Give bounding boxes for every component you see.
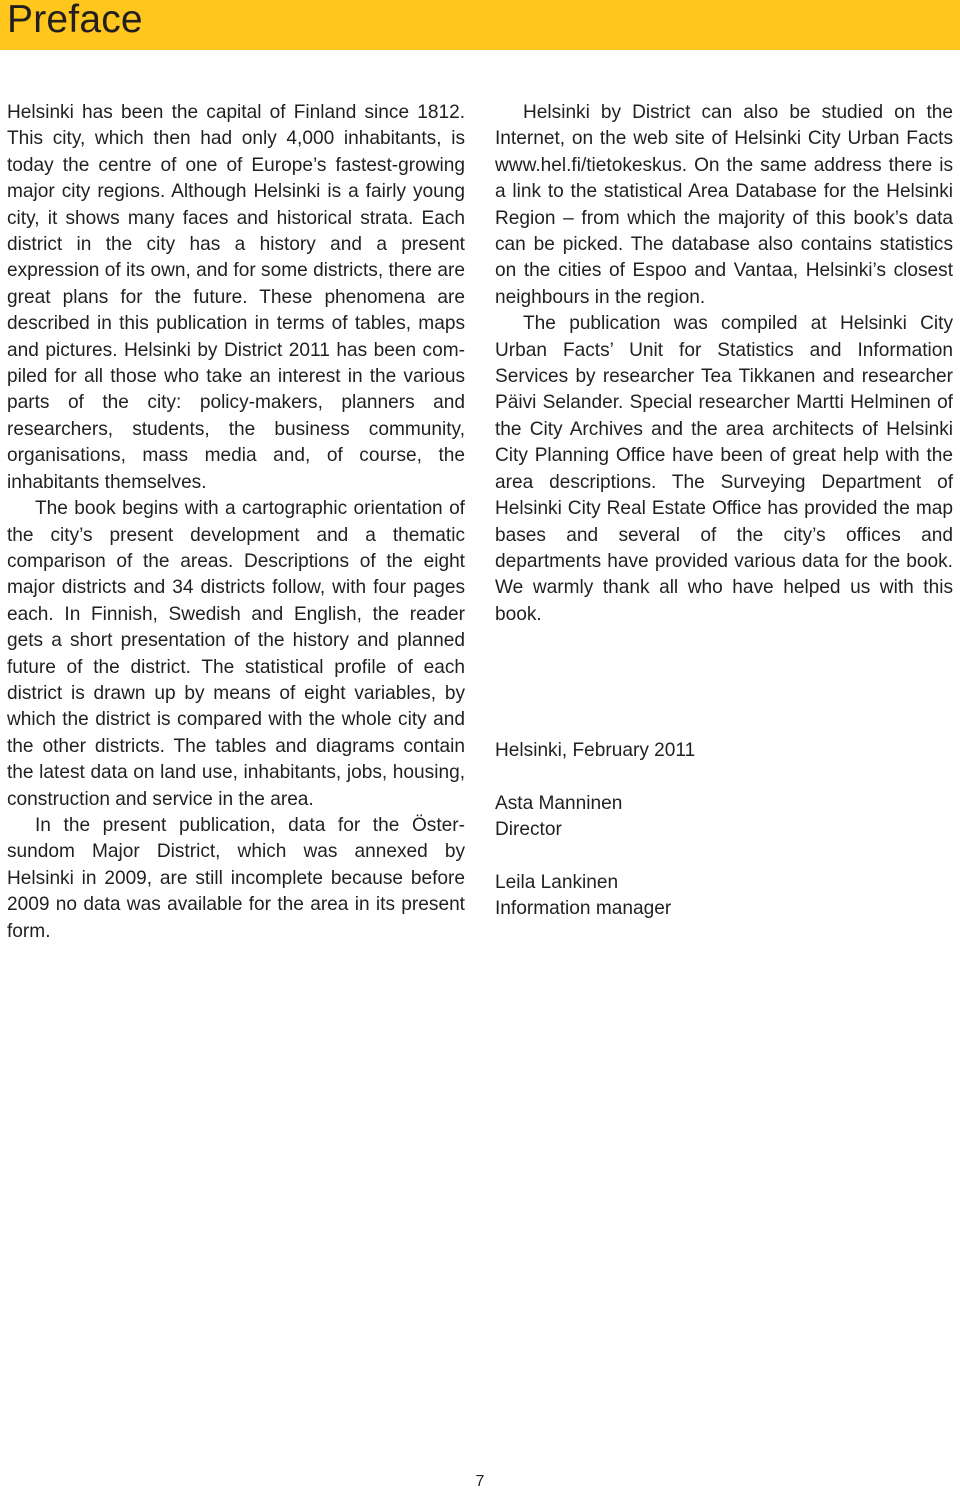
signature-block (495, 738, 953, 923)
signature-role-1: Director (495, 819, 562, 841)
paragraph-ostersundom: In the present publication, data for the Östersundom Major District, which was annexed by Helsinki in 2009, are still incomplete because before 2009 no data was available for the area in its present form. (7, 814, 465, 942)
right-column (495, 100, 953, 628)
signature-place-date: Helsinki, February 2011 (495, 740, 696, 761)
page-title: Preface (7, 0, 143, 41)
title-bar (0, 0, 960, 50)
signature-spacer (495, 764, 953, 790)
paragraph-intro: Helsinki has been the capital of Finland since 1812. This city, which then had only 4,000 inhabitants, is today the centre of one of Europe’s fastest-growing major city regions. Although Helsinki is a fairly young city, it shows many faces and historical strata. Each district in the city has a history and a present expression of its own, and for some districts, there are great plans for the future. These phenomena are described in this publication in terms of tables, maps and pictures. Helsinki by District 2011 has been compiled for all those who take an interest in the various parts of the city: policy-makers, planners and researchers, students, the business community, organisations, mass media and, of course, the inhabitants themselves. (7, 102, 465, 493)
paragraph-acknowledgements: The publication was compiled at Helsinki City Urban Facts’ Unit for Statistics and Information Services by researcher Tea Tikkanen and researcher Päivi Selander. Special researcher Martti Helminen of the City Archives and the area architects of Helsinki City Planning Office have been of great help with the area descriptions. The Surveying Department of Helsinki City Real Estate Office has provided the map bases and several of the city’s offices and departments have provided various data for the book. We warmly thank all who have helped us with this book. (495, 313, 953, 625)
signature-role-2: Information manager (495, 898, 672, 920)
signature-spacer-2 (495, 844, 953, 870)
paragraph-internet: Helsinki by District can also be studied on the Internet, on the web site of Helsinki City Urban Facts www.hel.fi/tietokeskus. On the same address there is a link to the statistical Area Database for the Helsinki Region – from which the majority of this book’s data can be picked. The database also contains statistics on the cities of Espoo and Vantaa, Helsinki’s closest neighbours in the region. (495, 102, 953, 308)
left-column (7, 100, 465, 945)
signature-name-2: Leila Lankinen (495, 872, 619, 893)
page-number: 7 (475, 1473, 485, 1490)
signature-name-1: Asta Manninen (495, 792, 623, 814)
paragraph-book-structure: The book begins with a cartographic orientation of the city’s present development and a thematic comparison of the areas. Descriptions of the eight major districts and 34 districts follow, with four pages each. In Finnish, Swedish and English, the reader gets a short presentation of the history and planned future of the district. The statistical profile of each district is drawn up by means of eight variables, by which the district is compared with the whole city and the other districts. The tables and diagrams contain the latest data on land use, inhabitants, jobs, housing, construction and service in the area. (7, 498, 465, 810)
